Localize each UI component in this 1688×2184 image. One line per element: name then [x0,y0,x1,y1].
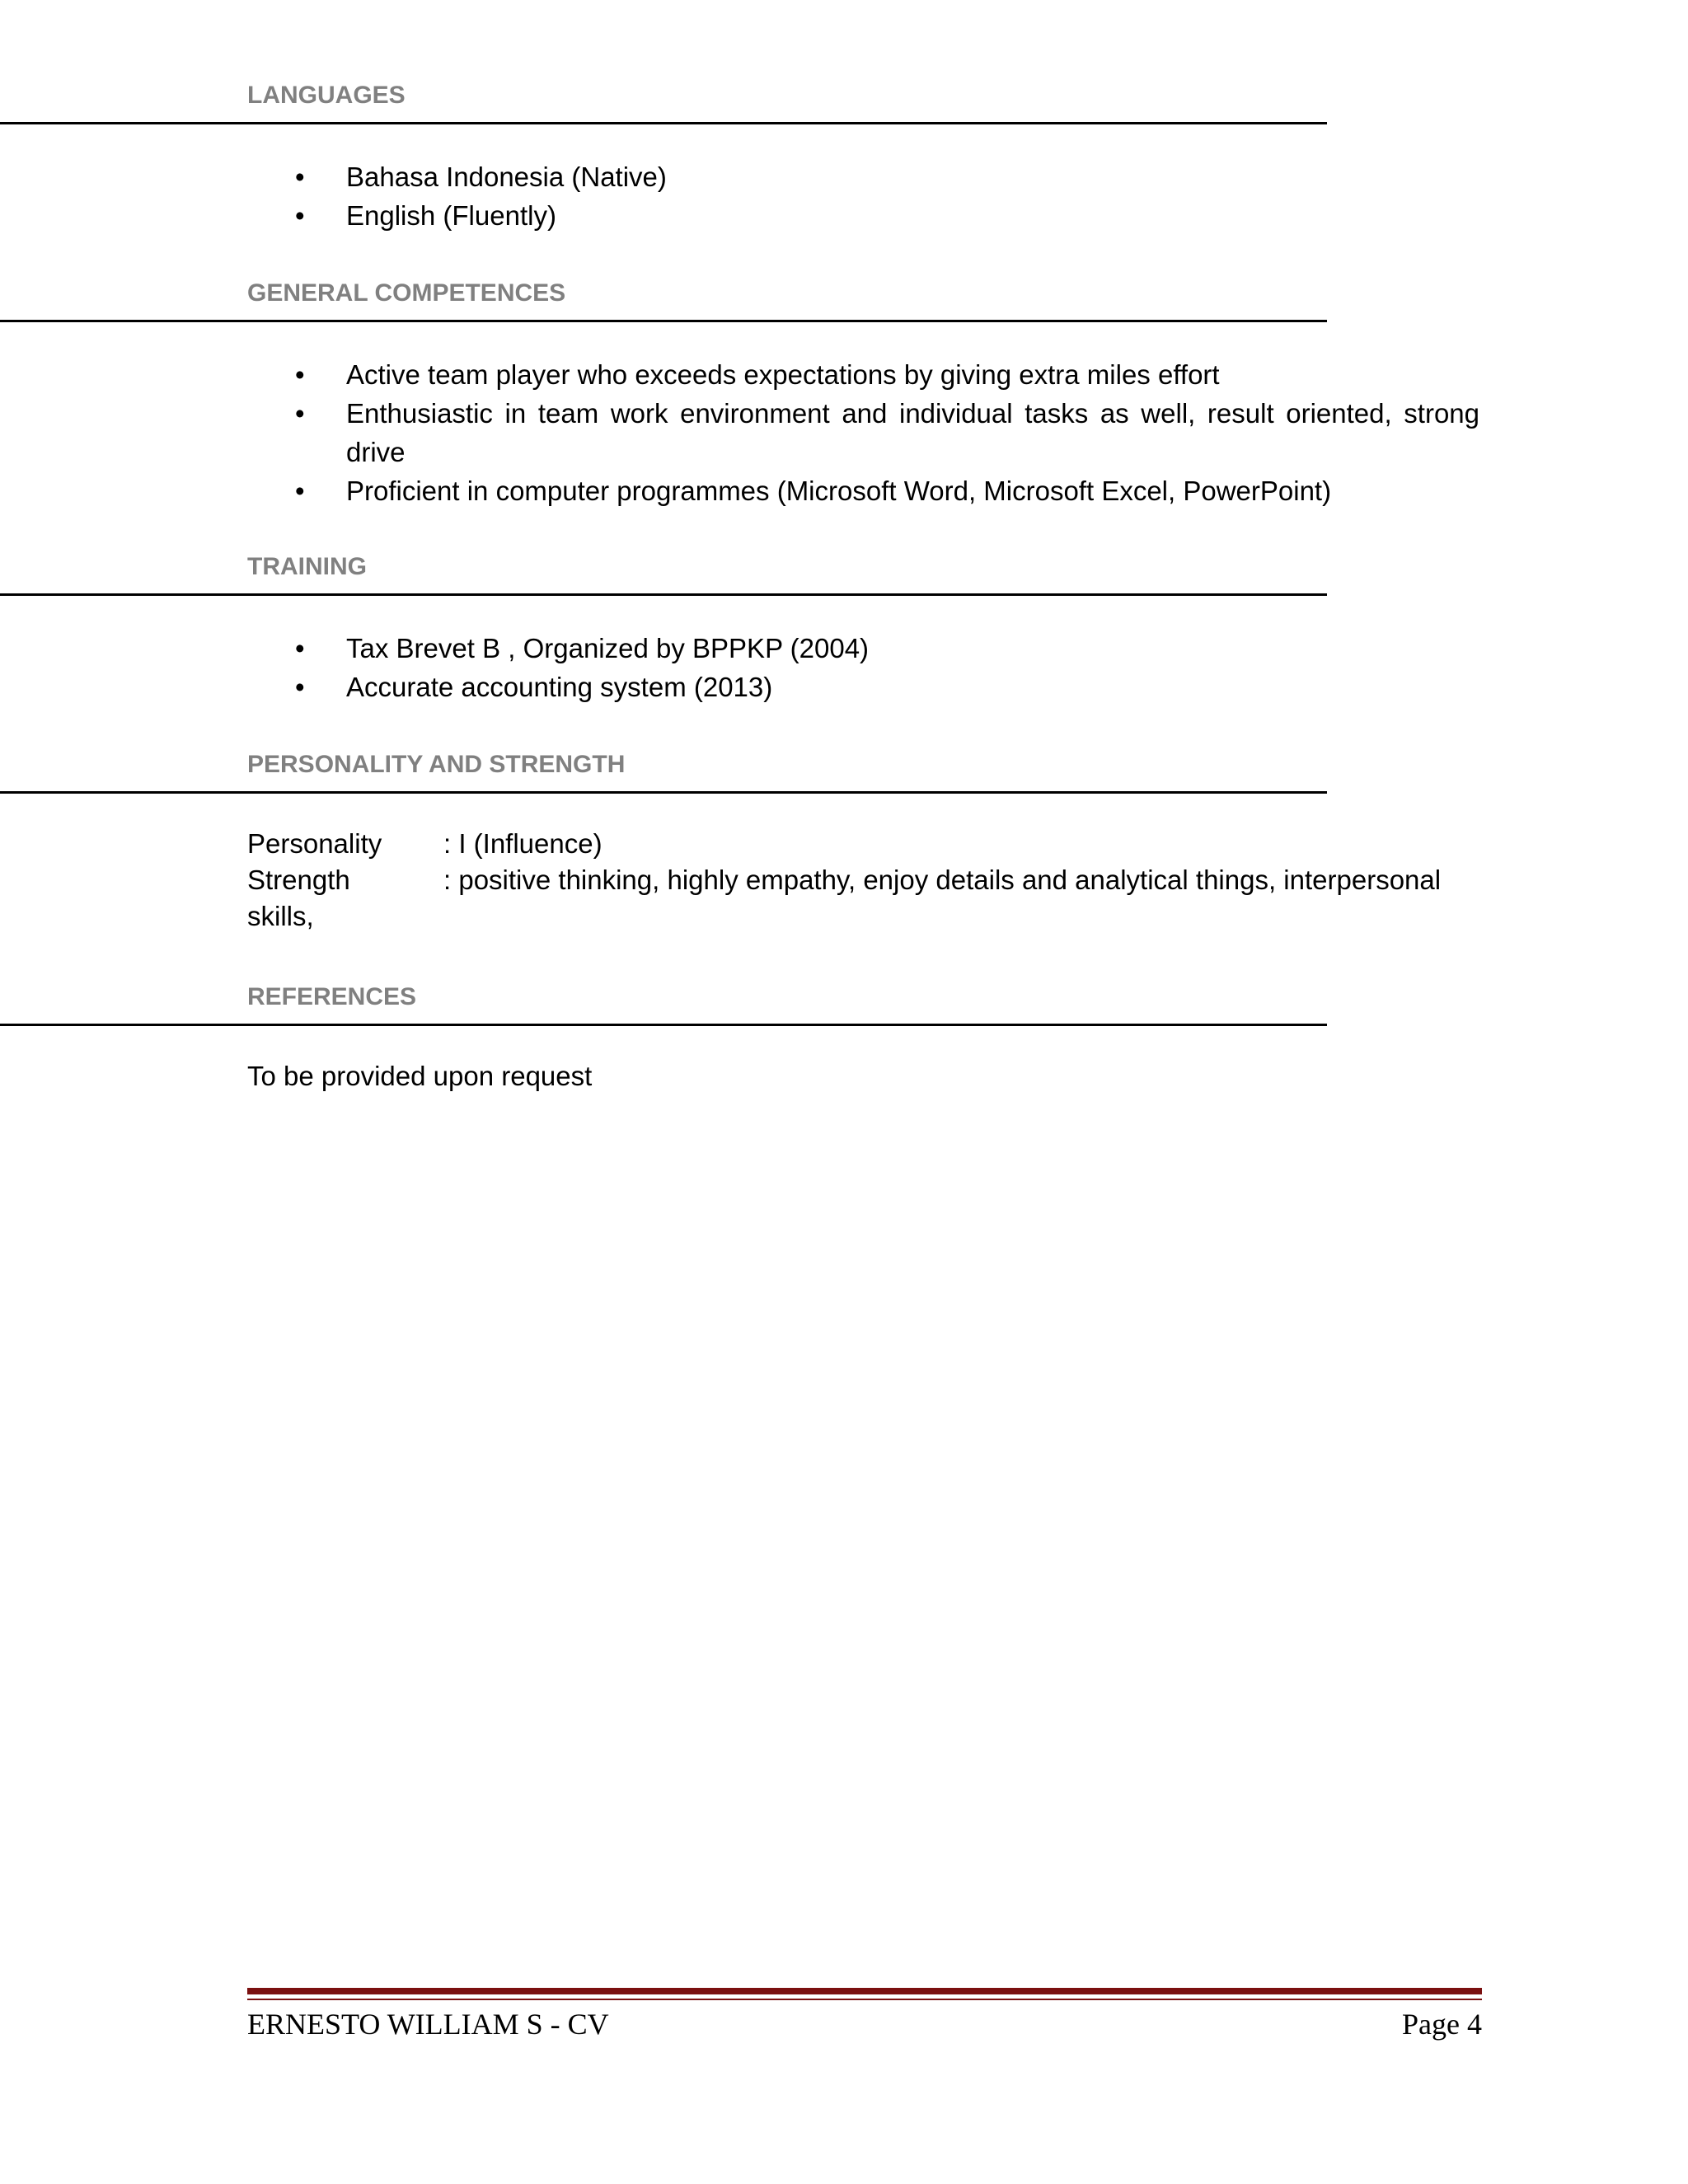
section-title-training: TRAINING [247,553,367,580]
list-item [0,355,1479,394]
bullet-icon: • [295,162,305,192]
strength-label: Strength [247,865,350,895]
footer-rule-thin [247,1999,1482,2000]
list-item-text: English (Fluently) [346,200,556,231]
section-divider [0,1024,1327,1026]
bullet-icon: • [295,398,305,429]
personality-label: Personality [247,828,382,859]
personality-value: : I (Influence) [443,828,603,859]
list-item-text: Accurate accounting system (2013) [346,672,773,702]
list-item-text: Proficient in computer programmes (Microsoft Word, Microsoft Excel, PowerPoint) [346,476,1332,506]
list-item-text: Tax Brevet B , Organized by BPPKP (2004) [346,633,870,663]
list-item-text: Bahasa Indonesia (Native) [346,162,667,192]
list-item [0,668,1479,706]
list-item [0,471,1479,510]
footer-rule [247,1988,1482,1994]
list-item [0,394,1479,471]
competences-list [0,355,1479,510]
list-item-text: Active team player who exceeds expectations by giving extra miles effort [346,359,1220,390]
bullet-icon: • [295,633,305,663]
list-item [0,196,1479,235]
bullet-icon: • [295,476,305,506]
section-divider [0,320,1327,322]
references-text: To be provided upon request [247,1061,593,1091]
strength-value: : positive thinking, highly empathy, enjoy details and analytical things, interpersonal [443,865,1442,895]
list-item-text: Enthusiastic in team work environment and individual tasks as well, result oriented, strong drive [346,398,1479,467]
footer-page-number: Page 4 [1402,2008,1482,2041]
section-title-languages: LANGUAGES [247,82,406,109]
section-divider [0,122,1327,124]
languages-list [0,157,1479,235]
section-divider [0,791,1327,794]
list-item [0,629,1479,668]
bullet-icon: • [295,200,305,231]
section-title-general-competences: GENERAL COMPETENCES [247,279,566,307]
section-title-references: REFERENCES [247,983,417,1010]
training-list [0,629,1479,706]
strength-continuation: skills, [247,901,314,931]
bullet-icon: • [295,359,305,390]
bullet-icon: • [295,672,305,702]
footer-document-title: ERNESTO WILLIAM S - CV [247,2008,609,2041]
section-divider [0,593,1327,596]
list-item [0,157,1479,196]
section-title-personality: PERSONALITY AND STRENGTH [247,751,626,778]
